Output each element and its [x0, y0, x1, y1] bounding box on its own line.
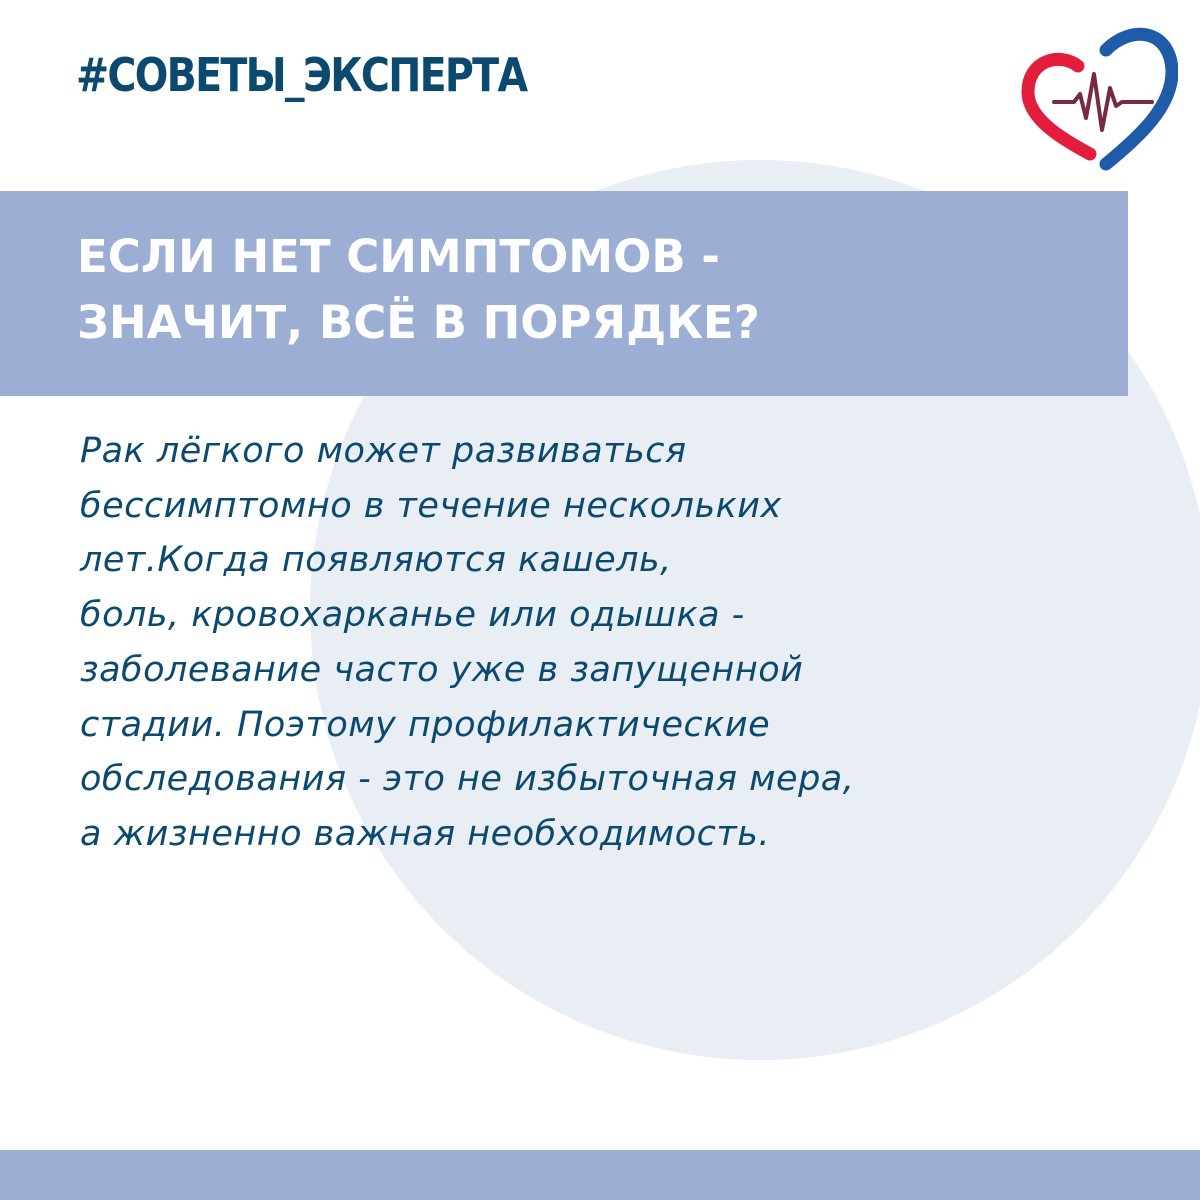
body-line-3: лет.Когда появляются кашель, — [80, 540, 672, 581]
logo-pulse-line — [1054, 74, 1152, 130]
body-paragraph — [80, 424, 854, 862]
logo-heart-blue-stroke — [1106, 34, 1172, 164]
headline-line-2: ЗНАЧИТ, ВСЁ В ПОРЯДКЕ? — [77, 296, 760, 349]
body-line-4: боль, кровохарканье или одышка - — [80, 595, 745, 636]
footer-band — [0, 1150, 1200, 1200]
body-line-7: обследования - это не избыточная мера, — [80, 759, 855, 800]
headline-line-1: ЕСЛИ НЕТ СИМПТОМОВ - — [77, 230, 720, 283]
hashtag-title: #СОВЕТЫ_ЭКСПЕРТА — [76, 48, 527, 102]
body-line-6: стадии. Поэтому профилактические — [80, 704, 771, 745]
body-line-8: а жизненно важная необходимость. — [80, 813, 770, 854]
logo-heart-red-stroke — [1028, 59, 1090, 154]
body-line-5: заболевание часто уже в запущенной — [80, 649, 804, 690]
heart-pulse-icon — [1020, 26, 1178, 174]
body-line-1: Рак лёгкого может развиваться — [80, 431, 687, 471]
headline — [77, 224, 760, 356]
body-line-2: бессимптомно в течение нескольких — [80, 485, 782, 526]
